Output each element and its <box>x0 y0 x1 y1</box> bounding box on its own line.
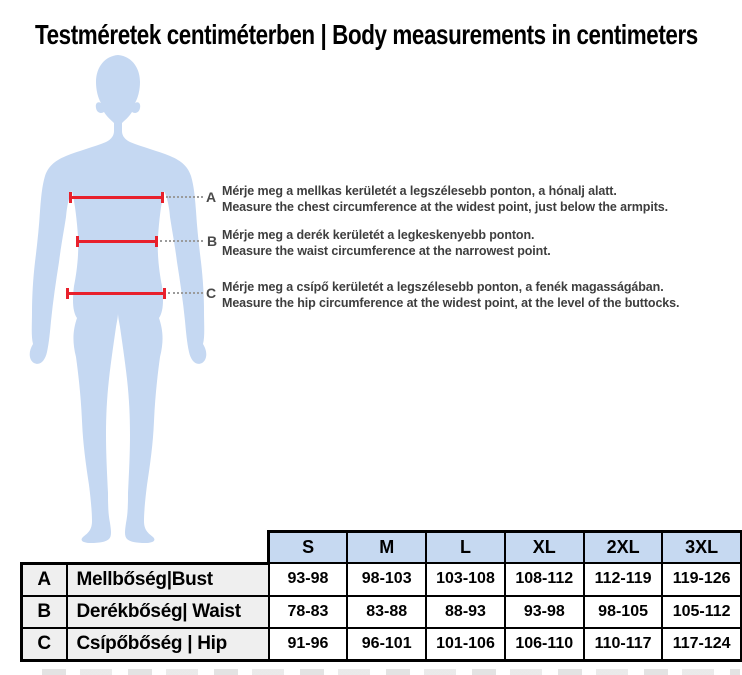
row-label-bust: Mellbőség|Bust <box>67 563 269 596</box>
hip-value-3xl: 117-124 <box>662 628 741 661</box>
waist-value-s: 78-83 <box>269 596 348 628</box>
hip-value-l: 101-106 <box>426 628 505 661</box>
hip-instruction-en: Measure the hip circumference at the widest point, at the level of the buttocks. <box>222 295 680 310</box>
hip-callout-connector <box>168 292 203 294</box>
table-row-bust <box>22 563 742 596</box>
size-col-header-m: M <box>347 532 426 564</box>
table-row-waist <box>22 596 742 628</box>
bust-value-m: 98-103 <box>347 563 426 596</box>
size-col-header-3xl: 3XL <box>662 532 741 564</box>
bust-value-l: 103-108 <box>426 563 505 596</box>
size-col-header-l: L <box>426 532 505 564</box>
waist-value-2xl: 98-105 <box>584 596 663 628</box>
size-col-header-xl: XL <box>505 532 584 564</box>
row-letter-b: B <box>22 596 67 628</box>
size-col-header-2xl: 2XL <box>584 532 663 564</box>
table-row-hip <box>22 628 742 661</box>
row-letter-c: C <box>22 628 67 661</box>
size-col-header-s: S <box>269 532 348 564</box>
hip-callout-text <box>222 280 734 311</box>
chest-callout-text <box>222 184 734 215</box>
hip-value-2xl: 110-117 <box>584 628 663 661</box>
waist-callout-connector <box>160 240 203 242</box>
chest-instruction-hu: Mérje meg a mellkas kerületét a legszélesebb ponton, a hónalj alatt. <box>222 184 617 198</box>
chest-instruction-en: Measure the chest circumference at the widest point, just below the armpits. <box>222 199 668 214</box>
waist-callout-letter: B <box>207 233 218 249</box>
hip-instruction-hu: Mérje meg a csípő kerületét a legszélesebb ponton, a fenék magasságában. <box>222 280 664 294</box>
waist-value-3xl: 105-112 <box>662 596 741 628</box>
row-label-waist: Derékbőség| Waist <box>67 596 269 628</box>
row-label-hip: Csípőbőség | Hip <box>67 628 269 661</box>
chest-callout-connector <box>166 196 203 198</box>
waist-value-xl: 93-98 <box>505 596 584 628</box>
size-table <box>20 530 742 662</box>
body-silhouette-image <box>18 55 218 545</box>
waist-value-m: 83-88 <box>347 596 426 628</box>
size-header-row <box>22 532 742 564</box>
waist-instruction-hu: Mérje meg a derék kerületét a legkeskenyebb ponton. <box>222 228 535 242</box>
waist-callout-text <box>222 228 734 259</box>
header-spacer <box>22 532 269 564</box>
bust-value-2xl: 112-119 <box>584 563 663 596</box>
hip-value-xl: 106-110 <box>505 628 584 661</box>
hip-measurement-line <box>67 292 165 295</box>
waist-measurement-line <box>77 240 157 243</box>
hip-value-s: 91-96 <box>269 628 348 661</box>
waist-instruction-en: Measure the waist circumference at the narrowest point. <box>222 243 551 258</box>
waist-value-l: 88-93 <box>426 596 505 628</box>
bust-value-s: 93-98 <box>269 563 348 596</box>
bust-value-3xl: 119-126 <box>662 563 741 596</box>
hip-callout-letter: C <box>206 285 217 301</box>
hip-value-m: 96-101 <box>347 628 426 661</box>
cutoff-content-remnant <box>42 669 740 675</box>
page-title: Testméretek centiméterben | Body measurements in centimeters <box>35 19 698 50</box>
chest-callout-letter: A <box>206 189 217 205</box>
bust-value-xl: 108-112 <box>505 563 584 596</box>
chest-measurement-line <box>70 196 163 199</box>
row-letter-a: A <box>22 563 67 596</box>
size-table-container <box>20 530 740 662</box>
